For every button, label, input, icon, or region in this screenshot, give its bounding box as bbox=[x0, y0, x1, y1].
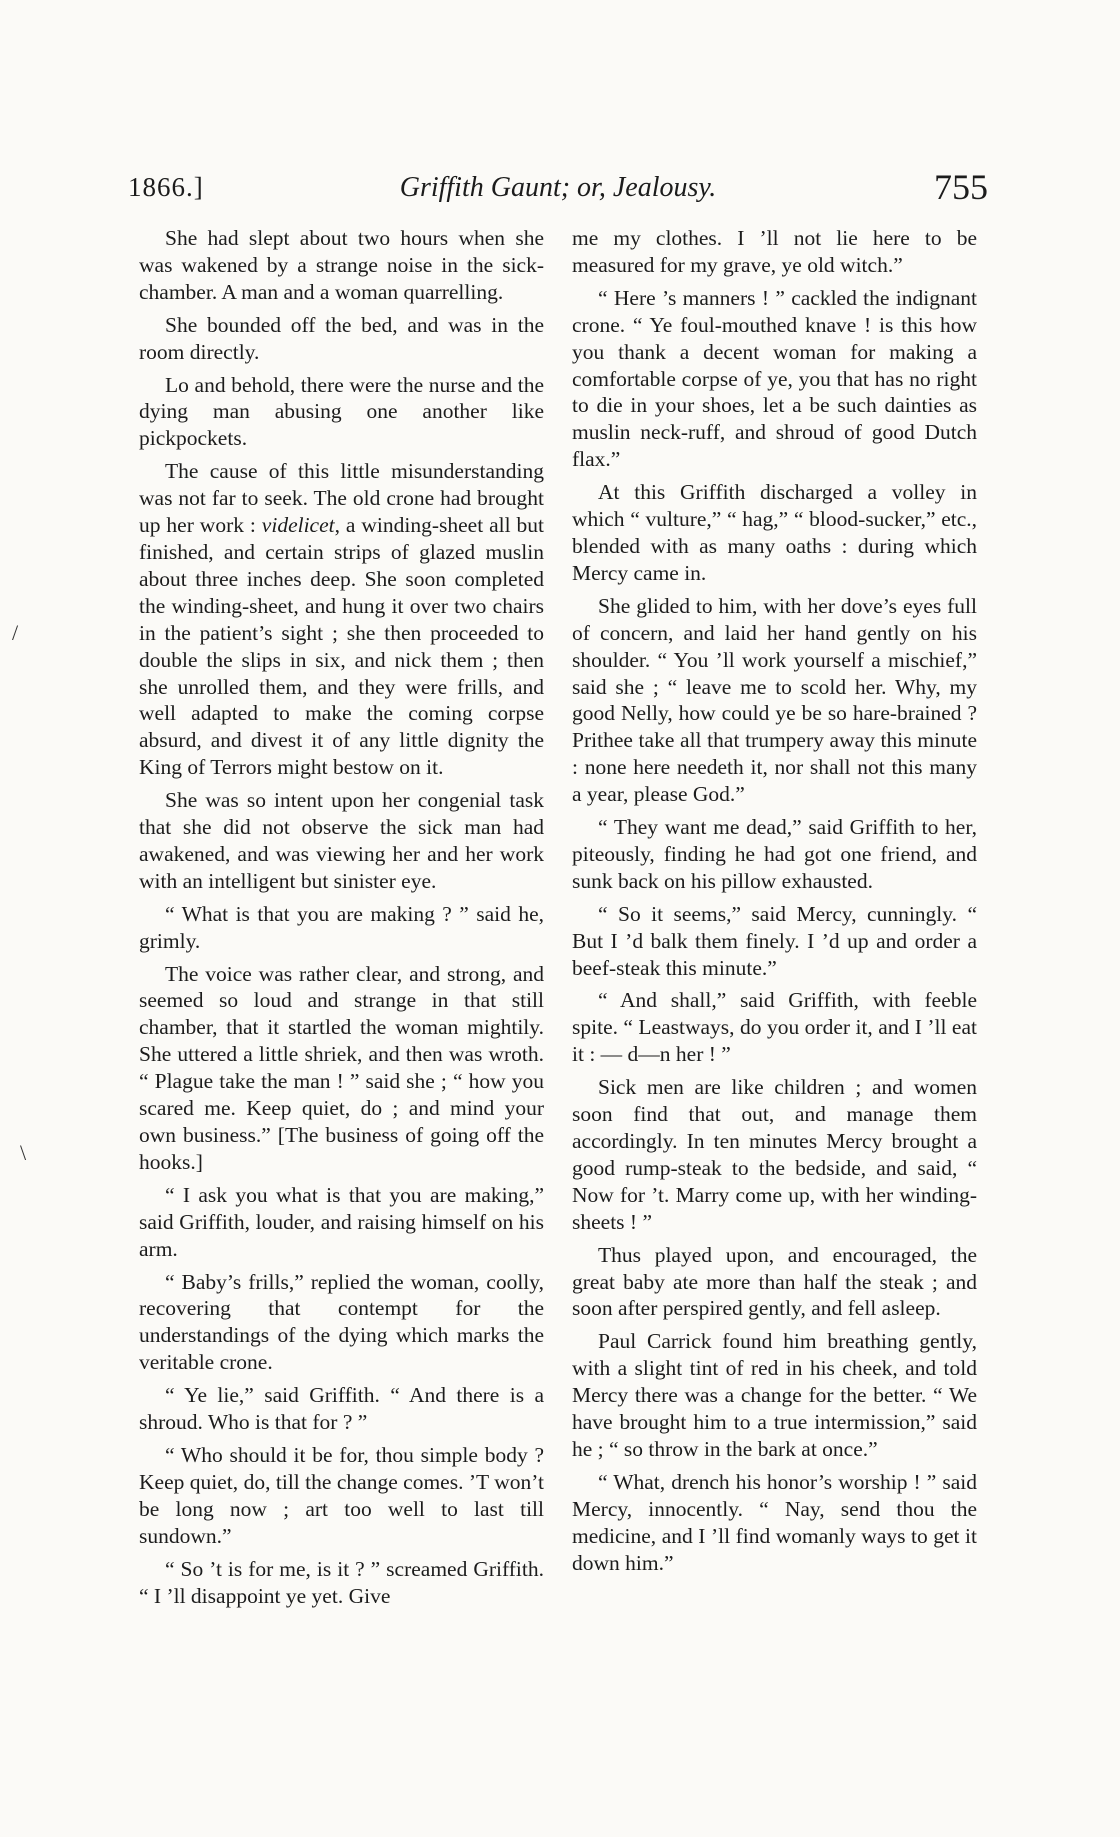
paragraph: “ So it seems,” said Mercy, cunningly. “ But I ’d balk them finely. I ’d up and order a beef-steak this minute.” bbox=[572, 901, 977, 980]
paragraph: The cause of this little misunderstanding was not far to seek. The old crone had brought up her work : videlicet, a winding-sheet all but finished, and certain strips of glazed muslin about three inches deep. She soon completed the winding-sheet, and hung it over two chairs in the patient’s sight ; she then proceeded to double the slips in six, and nick them ; then she unrolled them, and they were frills, and well adapted to make the coming corpse absurd, and divest it of any little dignity the King of Terrors might bestow on it. bbox=[139, 459, 544, 780]
paragraph: “ So ’t is for me, is it ? ” screamed Griffith. “ I ’ll disappoint ye yet. Give bbox=[139, 1556, 544, 1608]
paragraph: She glided to him, with her dove’s eyes full of concern, and laid her hand gently on his shoulder. “ You ’ll work yourself a mischief,” said she ; “ leave me to scold her. Why, my good Nelly, how could ye be so hare-brained ? Prithee take all that trumpery away this minute : none here needeth it, nor shall not this many a year, please God.” bbox=[572, 593, 977, 807]
paragraph: “ What, drench his honor’s worship ! ” said Mercy, innocently. “ Nay, send thou the medicine, and I ’ll find womanly ways to get it down him.” bbox=[572, 1469, 977, 1575]
paragraph: “ Ye lie,” said Griffith. “ And there is a shroud. Who is that for ? ” bbox=[139, 1383, 544, 1435]
paragraph: “ They want me dead,” said Griffith to her, piteously, finding he had got one friend, and sunk back on his pillow exhausted. bbox=[572, 815, 977, 893]
header-title: Griffith Gaunt; or, Jealousy. bbox=[399, 172, 717, 203]
paragraph: Lo and behold, there were the nurse and the dying man abusing one another like pickpockets. bbox=[139, 372, 544, 451]
paragraph: Paul Carrick found him breathing gently, with a slight tint of red in his cheek, and told Mercy there was a change for the better. “ We have brought him to a true intermission,” said he ; “ so throw in the bark at once.” bbox=[572, 1329, 977, 1461]
paragraph: “ I ask you what is that you are making,” said Griffith, louder, and raising himself on his arm. bbox=[139, 1182, 544, 1261]
page-number: 755 bbox=[934, 167, 988, 207]
paragraph: “ And shall,” said Griffith, with feeble spite. “ Leastways, do you order it, and I ’ll eat it : — d—n her ! ” bbox=[572, 988, 977, 1067]
running-head bbox=[128, 166, 988, 222]
paragraph: Sick men are like children ; and women soon find that out, and manage them accordingly. In ten minutes Mercy brought a good rump-steak to the bedside, and said, “ Now for ’t. Marry come up, with her winding-sheets ! ” bbox=[572, 1075, 977, 1234]
paragraph: Thus played upon, and encouraged, the great baby ate more than half the steak ; and soon after perspired gently, and fell asleep. bbox=[572, 1242, 977, 1321]
paragraph: “ Here ’s manners ! ” cackled the indignant crone. “ Ye foul-mouthed knave ! is this how you thank a decent woman for making a comfortable corpse of ye, you that has no right to die in your shoes, let a be such dainties as muslin neck-ruff, and shroud of good Dutch flax.” bbox=[572, 285, 977, 472]
paragraph: She had slept about two hours when she was wakened by a strange noise in the sick-chamber. A man and a woman quarrelling. bbox=[139, 226, 544, 304]
paragraph: She was so intent upon her congenial task that she did not observe the sick man had awakened, and was viewing her and her work with an intelligent but sinister eye. bbox=[139, 788, 544, 893]
header-year: 1866.] bbox=[128, 172, 204, 202]
paragraph-continuation: me my clothes. I ’ll not lie here to be measured for my grave, ye old witch.” bbox=[572, 226, 977, 277]
paragraph: “ What is that you are making ? ” said he, grimly. bbox=[139, 901, 544, 953]
text-column-left bbox=[139, 225, 544, 1609]
margin-mark: / bbox=[12, 620, 19, 645]
italic-word: videlicet bbox=[261, 513, 335, 538]
paragraph: She bounded off the bed, and was in the room directly. bbox=[139, 312, 544, 364]
text-column-right bbox=[572, 225, 977, 1577]
paragraph: The voice was rather clear, and strong, and seemed so loud and strange in that still chamber, that it startled the woman mightily. She uttered a little shriek, and then was wroth. “ Plague take the man ! ” said she ; “ how you scared me. Keep quiet, do ; and mind your own business.” [The business of going off the hooks.] bbox=[139, 961, 544, 1174]
margin-mark: \ bbox=[20, 1140, 27, 1165]
paragraph: “ Who should it be for, thou simple body ? Keep quiet, do, till the change comes. ’T won’t be long now ; art too well to last till sundown.” bbox=[139, 1442, 544, 1548]
paragraph: “ Baby’s frills,” replied the woman, coolly, recovering that contempt for the understandings of the dying which marks the veritable crone. bbox=[139, 1269, 544, 1375]
paragraph: At this Griffith discharged a volley in which “ vulture,” “ hag,” “ blood-sucker,” etc., blended with as many oaths : during which Mercy came in. bbox=[572, 480, 977, 585]
